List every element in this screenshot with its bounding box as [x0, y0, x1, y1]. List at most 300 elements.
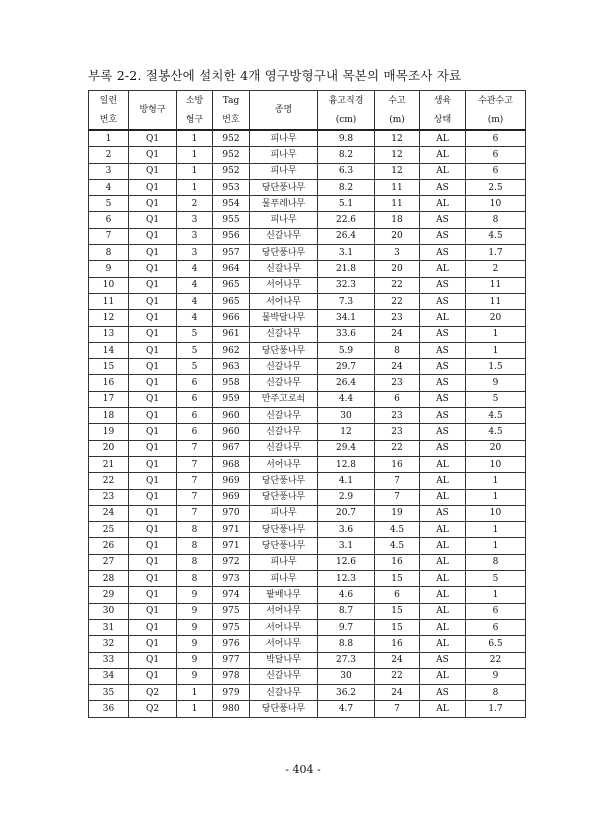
serial-cell: 10	[89, 277, 129, 293]
status-cell: AL	[420, 587, 466, 603]
subplot-cell: 7	[177, 440, 213, 456]
plot-cell: Q1	[129, 179, 177, 195]
crown-height-cell: 6	[466, 130, 526, 147]
table-row	[89, 326, 526, 342]
subplot-cell: 4	[177, 293, 213, 309]
table-row	[89, 538, 526, 554]
dbh-cell: 9.8	[318, 130, 375, 147]
table-caption: 부록 2-2. 절봉산에 설치한 4개 영구방형구내 목본의 매목조사 자료	[88, 68, 462, 83]
plot-cell: Q1	[129, 636, 177, 652]
table-row	[89, 424, 526, 440]
status-cell: AL	[420, 554, 466, 570]
serial-cell: 18	[89, 408, 129, 424]
height-cell: 20	[375, 228, 420, 244]
table-row	[89, 277, 526, 293]
crown-height-cell: 4.5	[466, 228, 526, 244]
status-cell: AS	[420, 293, 466, 309]
subplot-cell: 8	[177, 538, 213, 554]
status-cell: AL	[420, 473, 466, 489]
subplot-cell: 6	[177, 408, 213, 424]
subplot-cell: 1	[177, 179, 213, 195]
status-cell: AL	[420, 196, 466, 212]
header-crown-top: 수관수고	[466, 91, 526, 111]
status-cell: AL	[420, 668, 466, 684]
serial-cell: 1	[89, 130, 129, 147]
subplot-cell: 3	[177, 228, 213, 244]
height-cell: 4.5	[375, 522, 420, 538]
table-row	[89, 359, 526, 375]
table-row	[89, 619, 526, 635]
height-cell: 6	[375, 391, 420, 407]
serial-cell: 32	[89, 636, 129, 652]
plot-cell: Q1	[129, 163, 177, 179]
serial-cell: 26	[89, 538, 129, 554]
crown-height-cell: 11	[466, 293, 526, 309]
status-cell: AS	[420, 179, 466, 195]
tag-cell: 969	[213, 473, 250, 489]
dbh-cell: 4.1	[318, 473, 375, 489]
tag-cell: 979	[213, 685, 250, 701]
header-status-bottom: 상태	[420, 110, 466, 130]
height-cell: 7	[375, 473, 420, 489]
serial-cell: 24	[89, 505, 129, 521]
crown-height-cell: 1	[466, 538, 526, 554]
crown-height-cell: 10	[466, 196, 526, 212]
dbh-cell: 29.7	[318, 359, 375, 375]
crown-height-cell: 4.5	[466, 408, 526, 424]
serial-cell: 25	[89, 522, 129, 538]
dbh-cell: 9.7	[318, 619, 375, 635]
plot-cell: Q1	[129, 277, 177, 293]
tag-cell: 971	[213, 538, 250, 554]
table-row	[89, 179, 526, 195]
serial-cell: 20	[89, 440, 129, 456]
status-cell: AS	[420, 342, 466, 358]
crown-height-cell: 1	[466, 342, 526, 358]
crown-height-cell: 1	[466, 522, 526, 538]
plot-cell: Q1	[129, 147, 177, 163]
tag-cell: 959	[213, 391, 250, 407]
status-cell: AS	[420, 391, 466, 407]
table-row	[89, 685, 526, 701]
plot-cell: Q1	[129, 375, 177, 391]
crown-height-cell: 20	[466, 440, 526, 456]
tag-cell: 952	[213, 147, 250, 163]
table-row	[89, 522, 526, 538]
height-cell: 19	[375, 505, 420, 521]
plot-cell: Q1	[129, 587, 177, 603]
subplot-cell: 8	[177, 571, 213, 587]
table-header	[89, 91, 526, 131]
species-cell: 서어나무	[250, 636, 318, 652]
height-cell: 3	[375, 245, 420, 261]
serial-cell: 13	[89, 326, 129, 342]
crown-height-cell: 1.7	[466, 245, 526, 261]
header-height-top: 수고	[375, 91, 420, 111]
species-cell: 피나무	[250, 147, 318, 163]
serial-cell: 8	[89, 245, 129, 261]
serial-cell: 4	[89, 179, 129, 195]
status-cell: AS	[420, 408, 466, 424]
dbh-cell: 6.3	[318, 163, 375, 179]
dbh-cell: 3.1	[318, 245, 375, 261]
species-cell: 피나무	[250, 163, 318, 179]
subplot-cell: 7	[177, 505, 213, 521]
plot-cell: Q1	[129, 554, 177, 570]
table-row	[89, 261, 526, 277]
crown-height-cell: 1.5	[466, 359, 526, 375]
subplot-cell: 1	[177, 130, 213, 147]
serial-cell: 22	[89, 473, 129, 489]
height-cell: 11	[375, 196, 420, 212]
subplot-cell: 5	[177, 342, 213, 358]
dbh-cell: 21.8	[318, 261, 375, 277]
tag-cell: 970	[213, 505, 250, 521]
crown-height-cell: 6	[466, 147, 526, 163]
crown-height-cell: 9	[466, 668, 526, 684]
height-cell: 24	[375, 685, 420, 701]
status-cell: AL	[420, 571, 466, 587]
subplot-cell: 9	[177, 619, 213, 635]
plot-cell: Q1	[129, 245, 177, 261]
serial-cell: 3	[89, 163, 129, 179]
height-cell: 23	[375, 310, 420, 326]
height-cell: 24	[375, 652, 420, 668]
tag-cell: 974	[213, 587, 250, 603]
species-cell: 당단풍나무	[250, 179, 318, 195]
status-cell: AL	[420, 619, 466, 635]
subplot-cell: 1	[177, 163, 213, 179]
crown-height-cell: 11	[466, 277, 526, 293]
tag-cell: 975	[213, 619, 250, 635]
tree-survey-table	[88, 90, 526, 718]
species-cell: 물박달나무	[250, 310, 318, 326]
table-row	[89, 440, 526, 456]
header-plot: 방형구	[129, 91, 177, 131]
subplot-cell: 9	[177, 652, 213, 668]
height-cell: 12	[375, 147, 420, 163]
dbh-cell: 29.4	[318, 440, 375, 456]
table-row	[89, 130, 526, 147]
species-cell: 서어나무	[250, 456, 318, 472]
plot-cell: Q1	[129, 228, 177, 244]
table-row	[89, 489, 526, 505]
table-row	[89, 473, 526, 489]
subplot-cell: 4	[177, 310, 213, 326]
tag-cell: 961	[213, 326, 250, 342]
tag-cell: 955	[213, 212, 250, 228]
species-cell: 당단풍나무	[250, 538, 318, 554]
species-cell: 당단풍나무	[250, 489, 318, 505]
table-row	[89, 652, 526, 668]
subplot-cell: 8	[177, 554, 213, 570]
height-cell: 7	[375, 701, 420, 717]
height-cell: 11	[375, 179, 420, 195]
plot-cell: Q1	[129, 310, 177, 326]
serial-cell: 29	[89, 587, 129, 603]
crown-height-cell: 1	[466, 489, 526, 505]
species-cell: 당단풍나무	[250, 522, 318, 538]
serial-cell: 12	[89, 310, 129, 326]
plot-cell: Q1	[129, 391, 177, 407]
status-cell: AL	[420, 261, 466, 277]
status-cell: AS	[420, 440, 466, 456]
header-subplot-top: 소방	[177, 91, 213, 111]
species-cell: 피나무	[250, 571, 318, 587]
subplot-cell: 1	[177, 701, 213, 717]
table-row	[89, 391, 526, 407]
tag-cell: 968	[213, 456, 250, 472]
plot-cell: Q1	[129, 489, 177, 505]
plot-cell: Q2	[129, 701, 177, 717]
table-row	[89, 668, 526, 684]
species-cell: 만주고로쇠	[250, 391, 318, 407]
plot-cell: Q1	[129, 619, 177, 635]
dbh-cell: 4.7	[318, 701, 375, 717]
species-cell: 신갈나무	[250, 685, 318, 701]
crown-height-cell: 2	[466, 261, 526, 277]
crown-height-cell: 5	[466, 571, 526, 587]
dbh-cell: 12.3	[318, 571, 375, 587]
table-row	[89, 228, 526, 244]
status-cell: AL	[420, 310, 466, 326]
serial-cell: 27	[89, 554, 129, 570]
species-cell: 피나무	[250, 505, 318, 521]
species-cell: 신갈나무	[250, 326, 318, 342]
table-row	[89, 505, 526, 521]
species-cell: 팥배나무	[250, 587, 318, 603]
tag-cell: 957	[213, 245, 250, 261]
header-status-top: 생육	[420, 91, 466, 111]
species-cell: 당단풍나무	[250, 701, 318, 717]
status-cell: AS	[420, 277, 466, 293]
subplot-cell: 4	[177, 261, 213, 277]
dbh-cell: 3.6	[318, 522, 375, 538]
species-cell: 신갈나무	[250, 228, 318, 244]
status-cell: AL	[420, 456, 466, 472]
species-cell: 서어나무	[250, 603, 318, 619]
table-row	[89, 375, 526, 391]
height-cell: 22	[375, 440, 420, 456]
subplot-cell: 3	[177, 245, 213, 261]
status-cell: AL	[420, 522, 466, 538]
crown-height-cell: 5	[466, 391, 526, 407]
plot-cell: Q1	[129, 668, 177, 684]
table-row	[89, 293, 526, 309]
serial-cell: 15	[89, 359, 129, 375]
plot-cell: Q1	[129, 130, 177, 147]
height-cell: 16	[375, 554, 420, 570]
height-cell: 12	[375, 130, 420, 147]
serial-cell: 21	[89, 456, 129, 472]
subplot-cell: 1	[177, 147, 213, 163]
crown-height-cell: 1	[466, 473, 526, 489]
status-cell: AL	[420, 636, 466, 652]
dbh-cell: 32.3	[318, 277, 375, 293]
subplot-cell: 9	[177, 668, 213, 684]
plot-cell: Q1	[129, 652, 177, 668]
subplot-cell: 5	[177, 359, 213, 375]
height-cell: 20	[375, 261, 420, 277]
serial-cell: 35	[89, 685, 129, 701]
dbh-cell: 4.6	[318, 587, 375, 603]
serial-cell: 19	[89, 424, 129, 440]
serial-cell: 17	[89, 391, 129, 407]
subplot-cell: 5	[177, 326, 213, 342]
height-cell: 18	[375, 212, 420, 228]
table-body	[89, 130, 526, 717]
tag-cell: 966	[213, 310, 250, 326]
table-row	[89, 147, 526, 163]
table-row	[89, 636, 526, 652]
plot-cell: Q1	[129, 326, 177, 342]
page-number: - 404 -	[285, 763, 321, 776]
serial-cell: 11	[89, 293, 129, 309]
height-cell: 15	[375, 571, 420, 587]
status-cell: AS	[420, 228, 466, 244]
dbh-cell: 22.6	[318, 212, 375, 228]
plot-cell: Q1	[129, 505, 177, 521]
tag-cell: 964	[213, 261, 250, 277]
header-serial-top: 일련	[89, 91, 129, 111]
height-cell: 7	[375, 489, 420, 505]
dbh-cell: 27.3	[318, 652, 375, 668]
tag-cell: 956	[213, 228, 250, 244]
height-cell: 24	[375, 326, 420, 342]
status-cell: AL	[420, 603, 466, 619]
subplot-cell: 9	[177, 603, 213, 619]
height-cell: 12	[375, 163, 420, 179]
tag-cell: 954	[213, 196, 250, 212]
tag-cell: 969	[213, 489, 250, 505]
dbh-cell: 8.2	[318, 179, 375, 195]
table-row	[89, 571, 526, 587]
table-row	[89, 342, 526, 358]
tag-cell: 973	[213, 571, 250, 587]
crown-height-cell: 2.5	[466, 179, 526, 195]
species-cell: 신갈나무	[250, 359, 318, 375]
status-cell: AL	[420, 130, 466, 147]
plot-cell: Q1	[129, 473, 177, 489]
status-cell: AL	[420, 701, 466, 717]
subplot-cell: 1	[177, 685, 213, 701]
species-cell: 피나무	[250, 130, 318, 147]
height-cell: 15	[375, 619, 420, 635]
species-cell: 당단풍나무	[250, 245, 318, 261]
table-row	[89, 587, 526, 603]
species-cell: 서어나무	[250, 293, 318, 309]
crown-height-cell: 9	[466, 375, 526, 391]
dbh-cell: 26.4	[318, 375, 375, 391]
status-cell: AS	[420, 359, 466, 375]
header-species: 종명	[250, 91, 318, 131]
table-row	[89, 163, 526, 179]
serial-cell: 30	[89, 603, 129, 619]
dbh-cell: 5.9	[318, 342, 375, 358]
dbh-cell: 26.4	[318, 228, 375, 244]
serial-cell: 28	[89, 571, 129, 587]
header-crown-unit: (m)	[466, 110, 526, 130]
header-dbh-top: 흉고직경	[318, 91, 375, 111]
crown-height-cell: 8	[466, 685, 526, 701]
crown-height-cell: 1.7	[466, 701, 526, 717]
crown-height-cell: 10	[466, 505, 526, 521]
serial-cell: 7	[89, 228, 129, 244]
tag-cell: 965	[213, 293, 250, 309]
crown-height-cell: 6.5	[466, 636, 526, 652]
tag-cell: 976	[213, 636, 250, 652]
status-cell: AS	[420, 424, 466, 440]
serial-cell: 31	[89, 619, 129, 635]
plot-cell: Q1	[129, 261, 177, 277]
height-cell: 22	[375, 277, 420, 293]
height-cell: 22	[375, 668, 420, 684]
plot-cell: Q1	[129, 538, 177, 554]
dbh-cell: 12.8	[318, 456, 375, 472]
plot-cell: Q1	[129, 293, 177, 309]
status-cell: AS	[420, 375, 466, 391]
crown-height-cell: 6	[466, 603, 526, 619]
table-row	[89, 212, 526, 228]
header-serial-bottom: 번호	[89, 110, 129, 130]
serial-cell: 14	[89, 342, 129, 358]
dbh-cell: 34.1	[318, 310, 375, 326]
height-cell: 4.5	[375, 538, 420, 554]
dbh-cell: 30	[318, 408, 375, 424]
serial-cell: 9	[89, 261, 129, 277]
crown-height-cell: 6	[466, 163, 526, 179]
crown-height-cell: 1	[466, 587, 526, 603]
crown-height-cell: 8	[466, 212, 526, 228]
serial-cell: 6	[89, 212, 129, 228]
plot-cell: Q1	[129, 342, 177, 358]
plot-cell: Q1	[129, 456, 177, 472]
species-cell: 물푸레나무	[250, 196, 318, 212]
subplot-cell: 4	[177, 277, 213, 293]
crown-height-cell: 6	[466, 619, 526, 635]
subplot-cell: 7	[177, 473, 213, 489]
species-cell: 당단풍나무	[250, 473, 318, 489]
dbh-cell: 8.8	[318, 636, 375, 652]
status-cell: AS	[420, 326, 466, 342]
table-row	[89, 310, 526, 326]
height-cell: 16	[375, 636, 420, 652]
plot-cell: Q1	[129, 196, 177, 212]
serial-cell: 2	[89, 147, 129, 163]
tag-cell: 962	[213, 342, 250, 358]
tag-cell: 965	[213, 277, 250, 293]
dbh-cell: 12.6	[318, 554, 375, 570]
crown-height-cell: 20	[466, 310, 526, 326]
dbh-cell: 8.7	[318, 603, 375, 619]
subplot-cell: 7	[177, 456, 213, 472]
species-cell: 박달나무	[250, 652, 318, 668]
dbh-cell: 30	[318, 668, 375, 684]
dbh-cell: 20.7	[318, 505, 375, 521]
serial-cell: 34	[89, 668, 129, 684]
tag-cell: 975	[213, 603, 250, 619]
height-cell: 6	[375, 587, 420, 603]
serial-cell: 23	[89, 489, 129, 505]
species-cell: 피나무	[250, 554, 318, 570]
tag-cell: 980	[213, 701, 250, 717]
dbh-cell: 7.3	[318, 293, 375, 309]
tag-cell: 953	[213, 179, 250, 195]
crown-height-cell: 10	[466, 456, 526, 472]
status-cell: AL	[420, 163, 466, 179]
table-row	[89, 554, 526, 570]
table-row	[89, 408, 526, 424]
